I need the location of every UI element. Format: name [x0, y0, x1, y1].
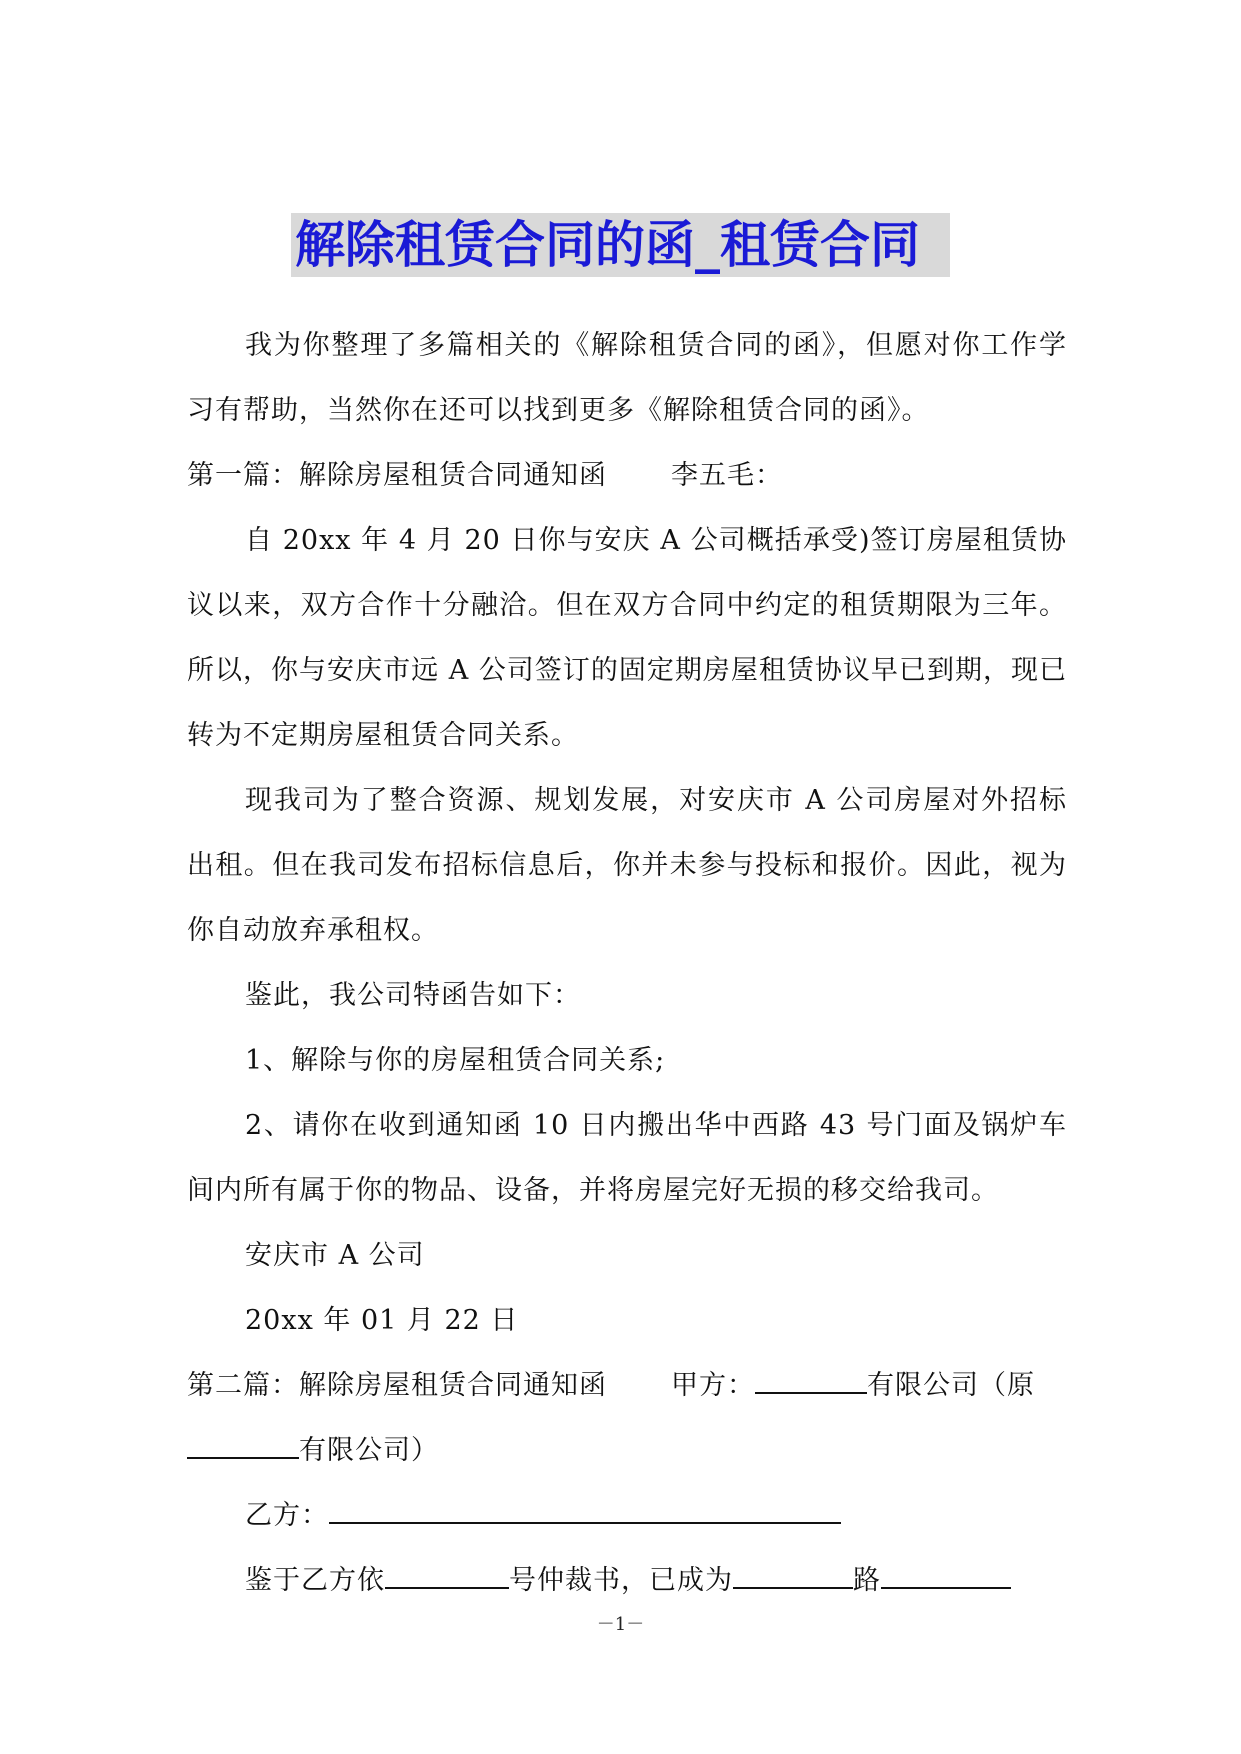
list-item-2: 2、请你在收到通知函 10 日内搬出华中西路 43 号门面及锅炉车间内所有属于你的物品、设备，并将房屋完好无损的移交给我司。 [187, 1110, 1067, 1206]
address-blank-2 [881, 1561, 1011, 1589]
party-b-line [187, 1483, 1067, 1548]
paragraph-2: 现我司为了整合资源、规划发展，对安庆市 A 公司房屋对外招标出租。但在我司发布招标信息后，你并未参与投标和报价。因此，视为你自动放弃承租权。 [187, 785, 1067, 946]
party-b-blank [329, 1496, 841, 1524]
signature-date: 20xx 年 01 月 22 日 [245, 1305, 519, 1336]
part2-heading: 第二篇：解除房屋租赁合同通知函 [187, 1370, 607, 1401]
document-title: 解除租赁合同的函_租赁合同 [291, 213, 950, 277]
signature-company: 安庆市 A 公司 [245, 1240, 425, 1271]
party-a-label: 甲方： [671, 1370, 755, 1401]
party-a-former-blank [187, 1431, 299, 1459]
title-container [0, 213, 1241, 277]
party-a-blank [755, 1366, 867, 1394]
part2-last-line [187, 1548, 1067, 1613]
paragraph-1: 自 20xx 年 4 月 20 日你与安庆 A 公司概括承受)签订房屋租赁协议以来，双方合作十分融洽。但在双方合同中约定的租赁期限为三年。所以，你与安庆市远 A 公司签订的固定期房屋租赁协议早已到期，现已转为不定期房屋租赁合同关系。 [187, 525, 1067, 751]
party-a-mid: 有限公司（原 [867, 1370, 1035, 1401]
part2-last-c: 路 [853, 1565, 881, 1596]
page-number: －1－ [596, 1614, 645, 1635]
part2-last-b: 号仲裁书，已成为 [509, 1565, 733, 1596]
arbitration-number-blank [385, 1561, 509, 1589]
paragraph-3: 鉴此，我公司特函告如下： [245, 980, 581, 1011]
intro-paragraph: 我为你整理了多篇相关的《解除租赁合同的函》，但愿对你工作学习有帮助，当然你在还可以找到更多《解除租赁合同的函》。 [187, 330, 1067, 426]
list-item-1: 1、解除与你的房屋租赁合同关系; [245, 1045, 666, 1076]
part2-heading-line [187, 1353, 1067, 1483]
party-a-end: 有限公司） [299, 1435, 439, 1466]
part1-heading: 第一篇：解除房屋租赁合同通知函 [187, 460, 607, 491]
document-body [187, 313, 1067, 1613]
part2-last-a: 鉴于乙方依 [245, 1565, 385, 1596]
part1-addressee: 李五毛： [671, 460, 783, 491]
address-blank-1 [733, 1561, 853, 1589]
part1-heading-line [187, 443, 1067, 508]
party-b-label: 乙方： [245, 1500, 329, 1531]
